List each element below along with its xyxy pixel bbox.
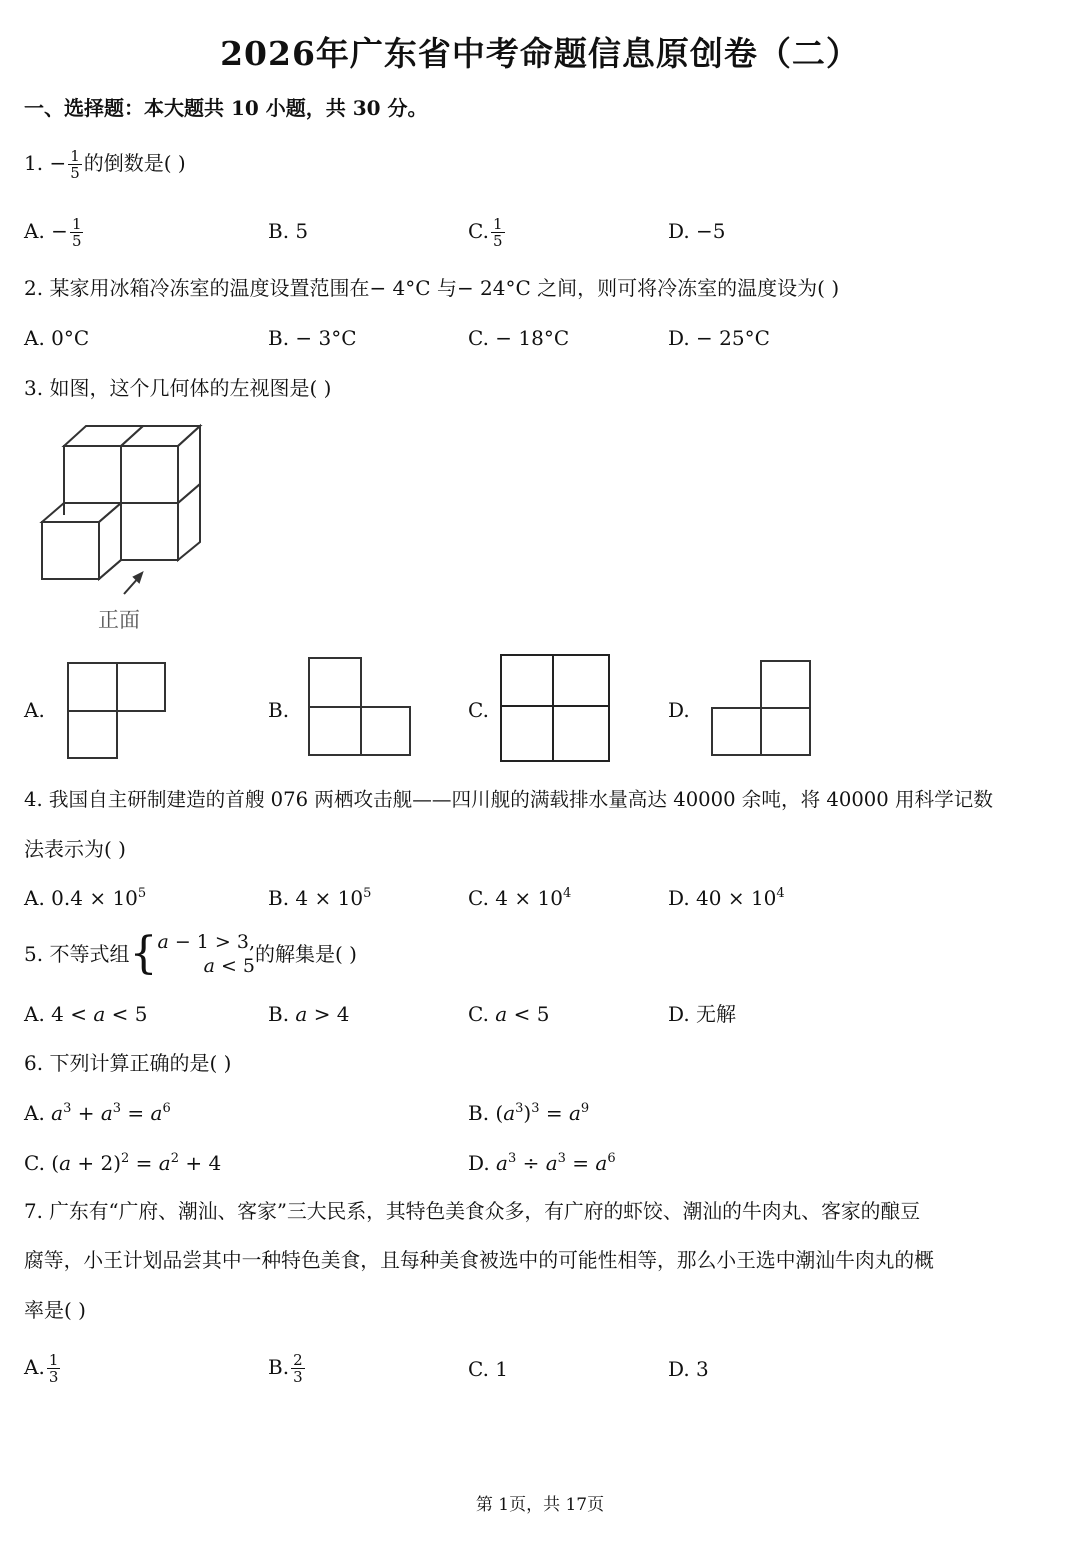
q1-option-a[interactable]: A. − $\frac{1}{5}$ xyxy=(24,215,82,250)
q7-option-c[interactable]: C. 1 xyxy=(468,1357,509,1381)
question-1: 1. − $\frac{1}{5}$ 的倒数是( ) xyxy=(24,147,186,182)
question-7-line-1: 7. 广东有“广府、潮汕、客家”三大民系，其特色美食众多，有广府的虾饺、潮汕的牛肉丸、客家的酿豆 xyxy=(24,1200,920,1223)
q5-option-b[interactable]: B. 𝑎 > 4 xyxy=(268,1002,350,1026)
question-4-line-2: 法表示为( ) xyxy=(24,837,126,861)
question-2: 2. 某家用冰箱冷冻室的温度设置范围在− 4°C 与− 24°C 之间，则可将冷冻室的温度设为( ) xyxy=(24,276,840,300)
option-a-figure xyxy=(68,663,165,758)
q3-option-b[interactable]: B. xyxy=(268,698,290,722)
option-b-figure xyxy=(309,658,410,755)
page-title: 2026年广东省中考命题信息原创卷（二） xyxy=(220,34,860,73)
q1-option-d[interactable]: D. −5 xyxy=(668,219,726,243)
q2-option-a[interactable]: A. 0°C xyxy=(24,326,90,350)
brace-icon: { xyxy=(129,928,158,979)
q1-option-b[interactable]: B. 5 xyxy=(268,219,309,243)
section-heading: 一、选择题：本大题共 10 小题，共 30 分。 xyxy=(24,96,428,120)
option-d-figure xyxy=(712,661,810,755)
q3-option-d[interactable]: D. xyxy=(668,698,690,722)
cube-face xyxy=(42,522,99,579)
front-label: 正面 xyxy=(98,608,140,632)
q4-option-b[interactable]: B. $4 \times 10^5$ xyxy=(268,886,372,910)
question-3: 3. 如图，这个几何体的左视图是( ) xyxy=(24,376,332,400)
question-5: 5. 不等式组{ 𝑎 − 1 > 3, 𝑎 < 5 的解集是( ) xyxy=(24,928,357,979)
q6-option-b[interactable]: B. (𝑎$^3$)$^3$ = 𝑎$^9$ xyxy=(468,1101,590,1125)
inequality-system: 𝑎 − 1 > 3, 𝑎 < 5 xyxy=(157,931,255,977)
cube-side xyxy=(178,426,200,503)
question-7-line-3: 率是( ) xyxy=(24,1298,86,1322)
cube-face xyxy=(64,446,121,503)
option-c-figure xyxy=(501,655,609,761)
q6-option-c[interactable]: C. (𝑎 + 2)$^2$ = 𝑎$^2$ + 4 xyxy=(24,1151,222,1175)
q7-option-d[interactable]: D. 3 xyxy=(668,1357,709,1381)
q4-option-d[interactable]: D. $40 \times 10^4$ xyxy=(668,886,785,910)
q2-option-c[interactable]: C. − 18°C xyxy=(468,326,570,350)
q5-option-d[interactable]: D. 无解 xyxy=(668,1002,737,1026)
q6-option-d[interactable]: D. 𝑎$^3$ ÷ 𝑎$^3$ = 𝑎$^6$ xyxy=(468,1151,616,1175)
q7-option-a[interactable]: A. $\frac{1}{3}$ xyxy=(24,1351,59,1386)
cube-side xyxy=(178,484,200,560)
q6-option-a[interactable]: A. 𝑎$^3$ + 𝑎$^3$ = 𝑎$^6$ xyxy=(24,1101,171,1125)
q4-option-c[interactable]: C. $4 \times 10^4$ xyxy=(468,886,572,910)
q5-option-a[interactable]: A. 4 < 𝑎 < 5 xyxy=(24,1002,148,1026)
fraction: $\frac{1}{5}$ xyxy=(70,147,80,182)
q5-option-c[interactable]: C. 𝑎 < 5 xyxy=(468,1002,550,1026)
q2-option-b[interactable]: B. − 3°C xyxy=(268,326,357,350)
cube-side xyxy=(99,503,121,579)
page-footer: 第 1页，共 17页 xyxy=(475,1495,605,1515)
q7-option-b[interactable]: B. $\frac{2}{3}$ xyxy=(268,1351,303,1386)
question-6: 6. 下列计算正确的是( ) xyxy=(24,1051,232,1075)
q3-option-c[interactable]: C. xyxy=(468,698,489,722)
q3-option-a[interactable]: A. xyxy=(24,698,45,722)
q1-option-c[interactable]: C. $\frac{1}{5}$ xyxy=(468,215,503,250)
q2-option-d[interactable]: D. − 25°C xyxy=(668,326,770,350)
question-4-line-1: 4. 我国自主研制建造的首艘 076 两栖攻击舰——四川舰的满载排水量高达 40000 余吨，将 40000 用科学记数 xyxy=(24,788,993,811)
cube-face xyxy=(121,503,178,560)
q4-option-a[interactable]: A. $0.4 \times 10^5$ xyxy=(24,886,147,910)
cube-face xyxy=(121,446,178,503)
question-7-line-2: 腐等，小王计划品尝其中一种特色美食，且每种美食被选中的可能性相等，那么小王选中潮汕牛肉丸的概 xyxy=(24,1249,934,1272)
